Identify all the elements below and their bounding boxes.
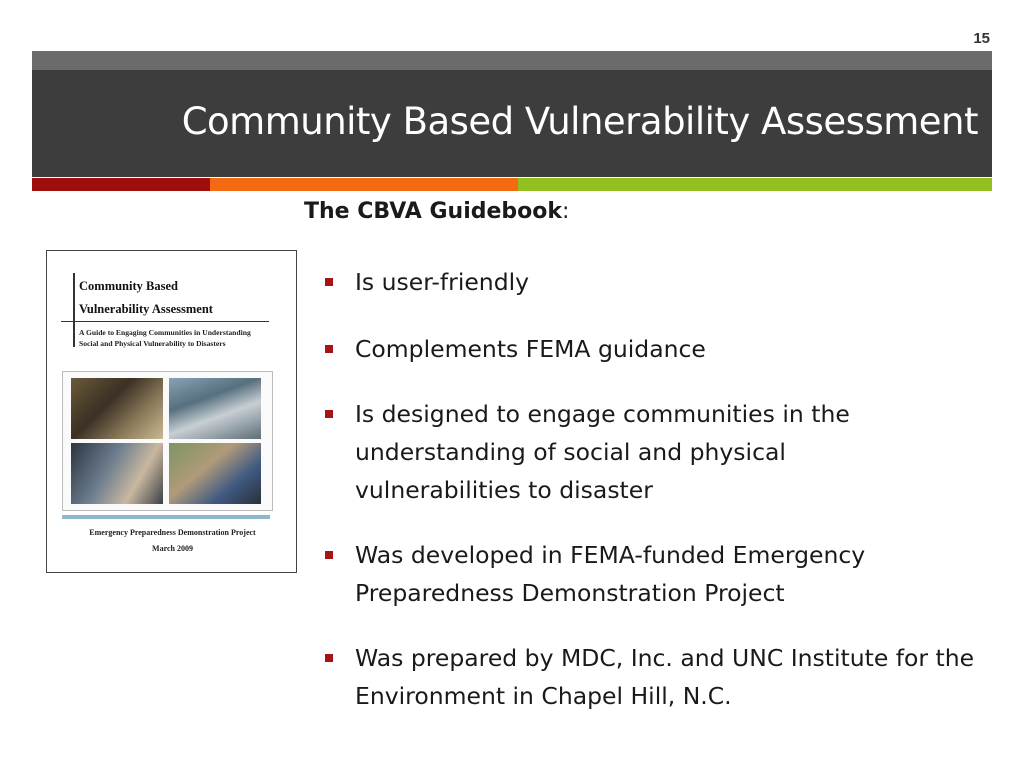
slide-title: Community Based Vulnerability Assessment — [181, 100, 978, 143]
cover-photo-grid — [62, 371, 273, 511]
bullet-square-icon — [325, 410, 333, 418]
cover-title-line1: Community Based — [79, 279, 178, 293]
cover-footer-line1: Emergency Preparedness Demonstration Project — [89, 528, 256, 537]
title-bar — [32, 70, 992, 177]
cover-photo — [71, 443, 163, 504]
title-bar-top-strip — [32, 51, 992, 70]
cover-title — [79, 275, 279, 321]
subheading — [304, 199, 569, 224]
cover-photo — [71, 378, 163, 439]
bullet-text: Was developed in FEMA-funded Emergency Preparedness Demonstration Project — [355, 541, 866, 607]
cover-photo — [169, 443, 261, 504]
list-item — [325, 639, 995, 715]
bullet-square-icon — [325, 278, 333, 286]
bullet-square-icon — [325, 654, 333, 662]
list-item — [325, 395, 915, 509]
cover-photo — [169, 378, 261, 439]
cover-footer — [47, 525, 298, 557]
accent-stripe-green — [518, 178, 992, 191]
cover-vertical-rule — [73, 273, 75, 347]
list-item — [325, 263, 529, 301]
bullet-text: Complements FEMA guidance — [355, 335, 706, 363]
list-item — [325, 536, 945, 612]
slide-number: 15 — [973, 30, 990, 47]
cover-title-line2: Vulnerability Assessment — [79, 302, 213, 316]
cover-horizontal-rule — [61, 321, 269, 322]
bullet-text: Was prepared by MDC, Inc. and UNC Institute for the Environment in Chapel Hill, N.C. — [355, 644, 975, 710]
subheading-suffix: : — [562, 199, 570, 224]
bullet-text: Is designed to engage communities in the understanding of social and physical vulnerabilities to disaster — [355, 400, 850, 504]
bullet-text: Is user-friendly — [355, 268, 530, 296]
cover-divider-bar — [62, 515, 270, 519]
cover-subtitle-line2: Social and Physical Vulnerability to Disasters — [79, 339, 226, 348]
guidebook-cover-image — [46, 250, 297, 573]
cover-subtitle — [79, 327, 279, 349]
cover-footer-line2: March 2009 — [152, 544, 193, 553]
list-item — [325, 330, 706, 368]
subheading-bold: The CBVA Guidebook — [304, 199, 563, 224]
accent-stripe-red — [32, 178, 210, 191]
bullet-square-icon — [325, 551, 333, 559]
accent-stripe-orange — [210, 178, 518, 191]
cover-subtitle-line1: A Guide to Engaging Communities in Understanding — [79, 328, 251, 337]
bullet-square-icon — [325, 345, 333, 353]
